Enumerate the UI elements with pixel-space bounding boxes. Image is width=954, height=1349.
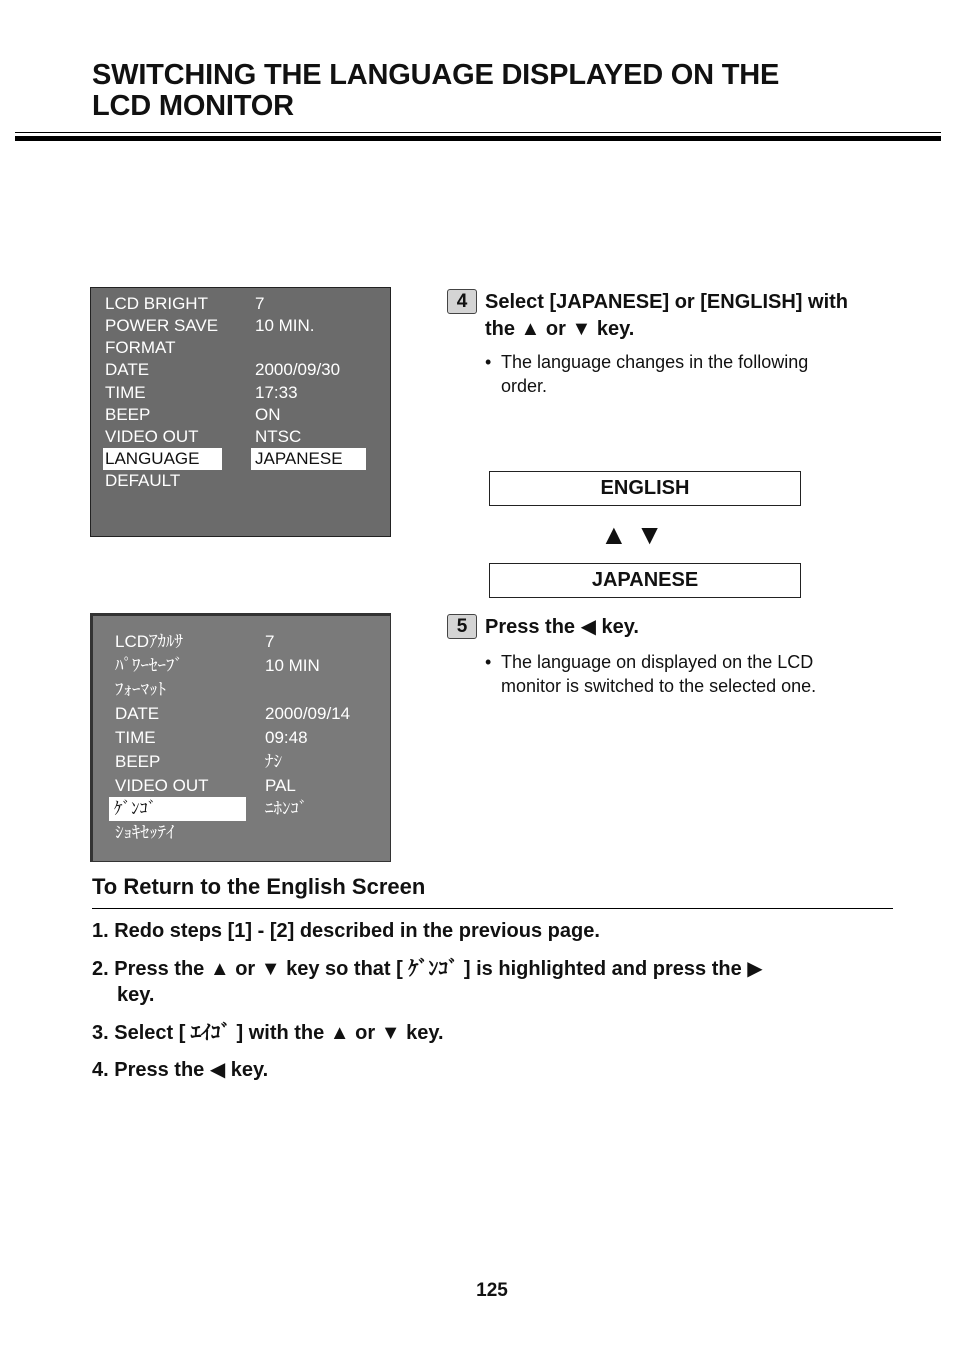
lcd-value: 7 [265, 632, 275, 651]
lcd-label: BEEP [115, 752, 161, 771]
lcd-value: ON [255, 405, 281, 424]
section-heading: To Return to the English Screen [92, 874, 426, 899]
step-5-note-line1: The language on displayed on the LCD [501, 652, 814, 672]
lcd-value: 17:33 [255, 383, 298, 402]
lcd-label: TIME [105, 383, 146, 402]
lcd-label-highlighted: LANGUAGE [103, 448, 222, 470]
lcd-label: DEFAULT [105, 471, 181, 490]
lcd-label: POWER SAVE [105, 316, 219, 335]
lcd-label: ﾊﾟﾜｰｾｰﾌﾞ [115, 656, 183, 675]
lcd-value: 10 MIN [265, 656, 320, 675]
step-4-note-line1: The language changes in the following [501, 352, 809, 372]
lcd-label: FORMAT [105, 338, 176, 357]
bullet-dot: • [485, 652, 492, 672]
step-5-number: 5 [447, 614, 477, 639]
lcd-label: LCDｱｶﾙｻ [115, 632, 184, 651]
lcd-label: VIDEO OUT [105, 427, 199, 446]
lcd-value: 2000/09/30 [255, 360, 341, 379]
lcd-value: 7 [255, 294, 265, 313]
page-title-line1: SWITCHING THE LANGUAGE DISPLAYED ON THE [92, 59, 780, 91]
instruction-2-cont: key. [117, 984, 155, 1006]
lcd-value: 2000/09/14 [265, 704, 351, 723]
lcd-label: BEEP [105, 405, 151, 424]
lcd-label: DATE [105, 360, 150, 379]
step-5-note [485, 650, 817, 698]
lcd-label-highlighted: ｹﾞﾝｺﾞ [109, 797, 246, 821]
lcd-label: ﾌｫｰﾏｯﾄ [115, 680, 166, 699]
step-5-title: Press the ◀ key. [485, 616, 639, 638]
lcd-value: ﾅｼ [265, 752, 282, 771]
lcd-value: 10 MIN. [255, 316, 315, 335]
step-4-number: 4 [447, 289, 477, 314]
step-4-title [485, 289, 848, 343]
instruction-1: 1. Redo steps [1] - [2] described in the previous page. [92, 920, 600, 942]
bullet-dot: • [485, 352, 492, 372]
lcd-value: 09:48 [265, 728, 308, 747]
step-4-title-line2: the ▲ or ▼ key. [485, 318, 635, 340]
up-down-arrows-icon: ▲▼ [600, 519, 672, 550]
page-title-line2: LCD MONITOR [92, 90, 294, 122]
instruction-2: 2. Press the ▲ or ▼ key so that [ ｹﾞﾝｺﾞ ] is highlighted and press the ▶ [92, 958, 763, 980]
lcd-label: VIDEO OUT [115, 776, 209, 795]
page-number: 125 [476, 1280, 508, 1301]
page-title [92, 60, 912, 122]
instruction-4: 4. Press the ◀ key. [92, 1059, 269, 1081]
lcd-value: NTSC [255, 427, 302, 446]
order-box-english: ENGLISH [489, 471, 801, 506]
lcd-value: PAL [265, 776, 296, 795]
step-5-note-line2: monitor is switched to the selected one. [501, 676, 817, 696]
title-rule-thick [15, 136, 941, 141]
order-box-japanese: JAPANESE [489, 563, 801, 598]
instruction-3: 3. Select [ ｴｲｺﾞ ] with the ▲ or ▼ key. [92, 1022, 444, 1044]
lcd-screen-english [90, 287, 391, 537]
lcd-label: TIME [115, 728, 156, 747]
step-4-title-line1: Select [JAPANESE] or [ENGLISH] with [485, 291, 849, 313]
lcd-value-highlighted: JAPANESE [251, 448, 366, 470]
section-rule [92, 908, 893, 909]
step-4-note [485, 350, 809, 398]
lcd-label: LCD BRIGHT [105, 294, 208, 313]
step-4-note-line2: order. [501, 376, 548, 396]
lcd-label: ｼｮｷｾｯﾃｲ [115, 823, 175, 842]
lcd-screen-japanese [90, 613, 391, 862]
title-rule-thin [15, 132, 941, 133]
lcd-label: DATE [115, 704, 160, 723]
lcd-value: ﾆﾎﾝｺﾞ [265, 799, 308, 818]
